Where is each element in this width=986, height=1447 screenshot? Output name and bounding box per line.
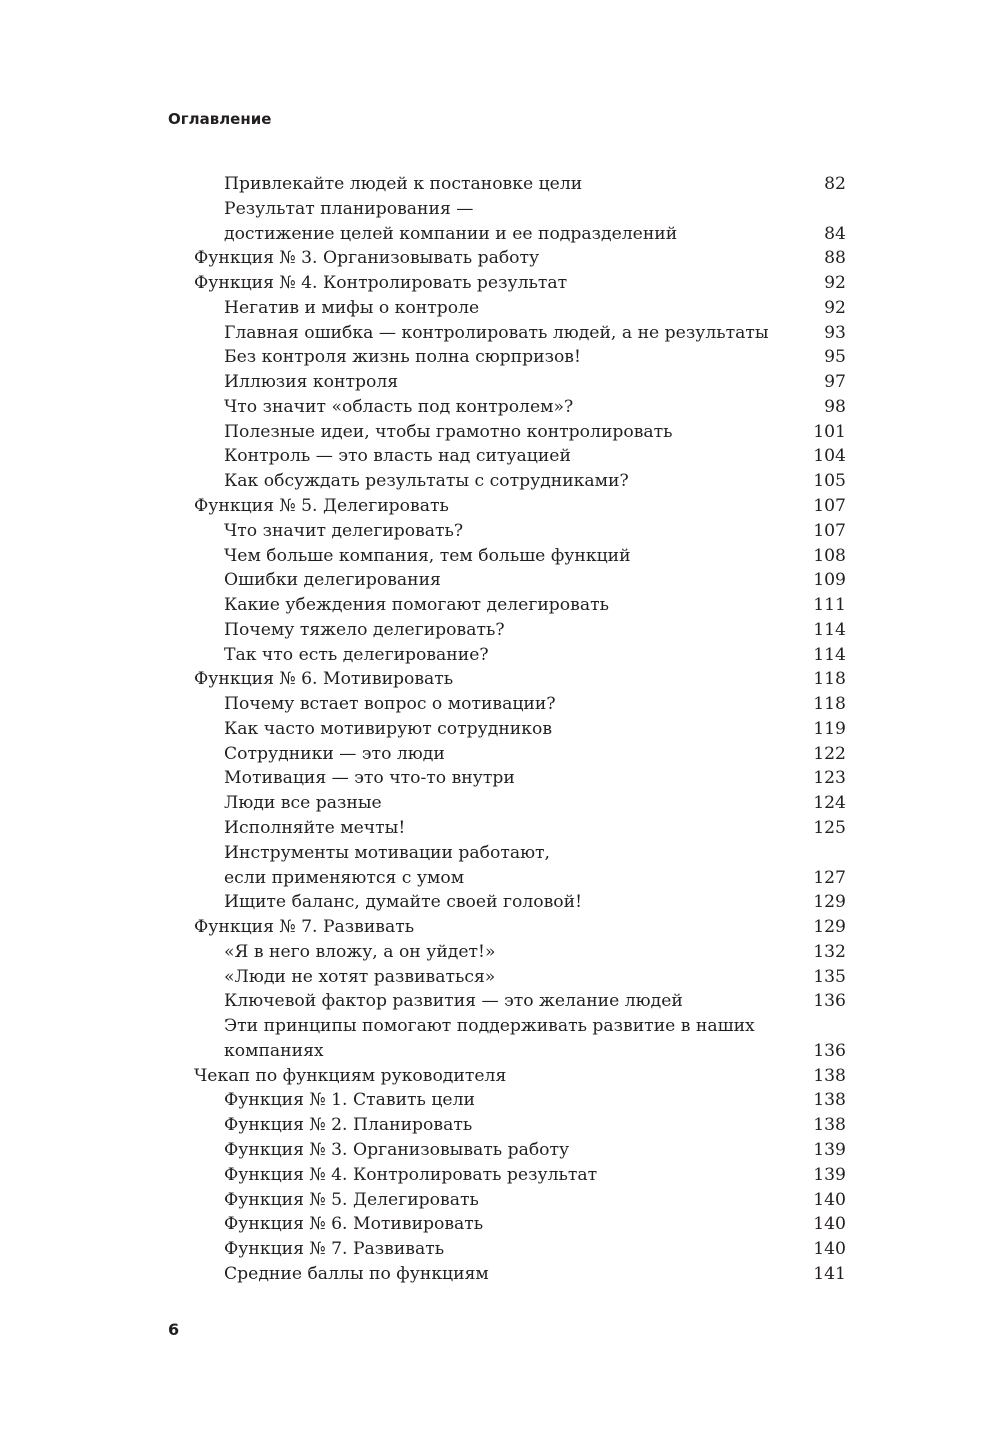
toc-entry-page: 139 <box>813 1140 846 1161</box>
toc-entry-title: Чекап по функциям руководителя <box>194 1065 507 1086</box>
toc-subsection-entry <box>0 1138 986 1163</box>
toc-subsection-entry <box>0 841 986 866</box>
toc-subsection-entry <box>0 395 986 420</box>
toc-entry-page: 135 <box>813 966 846 987</box>
toc-entry-page: 138 <box>813 1090 846 1111</box>
toc-subsection-entry <box>0 643 986 668</box>
toc-entry-title: Мотивация — это что-то внутри <box>224 768 515 789</box>
toc-subsection-entry <box>0 568 986 593</box>
toc-entry-title: Что значит делегировать? <box>224 520 464 541</box>
toc-entry-title: Люди все разные <box>224 793 382 814</box>
toc-entry-page: 119 <box>813 718 846 739</box>
toc-subsection-entry <box>0 692 986 717</box>
toc-subsection-entry <box>0 717 986 742</box>
toc-entry-title: Инструменты мотивации работают, <box>224 842 551 863</box>
toc-entry-title: Функция № 4. Контролировать результат <box>224 1164 598 1185</box>
toc-section-entry <box>0 246 986 271</box>
toc-entry-page: 129 <box>813 917 846 938</box>
toc-entry-page: 118 <box>813 669 846 690</box>
toc-subsection-entry <box>0 296 986 321</box>
toc-subsection-entry <box>0 1212 986 1237</box>
toc-entry-title: Функция № 3. Организовывать работу <box>194 248 540 269</box>
toc-subsection-entry <box>0 469 986 494</box>
toc-subsection-entry <box>0 593 986 618</box>
toc-subsection-entry <box>0 1014 986 1039</box>
toc-section-entry <box>0 271 986 296</box>
toc-subsection-entry <box>0 742 986 767</box>
toc-subsection-entry <box>0 989 986 1014</box>
toc-entry-page: 105 <box>813 471 846 492</box>
toc-entry-title: «Люди не хотят развиваться» <box>224 966 496 987</box>
toc-entry-title: Так что есть делегирование? <box>224 644 489 665</box>
toc-subsection-entry <box>0 172 986 197</box>
toc-entry-page: 138 <box>813 1115 846 1136</box>
toc-entry-title: Результат планирования — <box>224 198 474 219</box>
toc-entry-page: 93 <box>824 322 846 343</box>
toc-entry-title: Функция № 6. Мотивировать <box>194 669 454 690</box>
toc-entry-page: 114 <box>813 619 846 640</box>
toc-subsection-entry <box>0 1163 986 1188</box>
toc-entry-page: 114 <box>813 644 846 665</box>
toc-entry-title: Функция № 5. Делегировать <box>224 1189 479 1210</box>
toc-entry-title: Средние баллы по функциям <box>224 1263 489 1284</box>
toc-subsection-entry <box>0 940 986 965</box>
toc-entry-title: Негатив и мифы о контроле <box>224 297 480 318</box>
toc-section-entry <box>0 1064 986 1089</box>
toc-entry-page: 88 <box>824 248 846 269</box>
toc-entry-title: Функция № 4. Контролировать результат <box>194 273 568 294</box>
toc-entry-page: 92 <box>824 273 846 294</box>
toc-entry-page: 139 <box>813 1164 846 1185</box>
toc-entry-title: Функция № 5. Делегировать <box>194 496 449 516</box>
toc-subsection-entry <box>0 965 986 990</box>
toc-entry-page: 101 <box>813 421 846 442</box>
toc-entry-page: 111 <box>813 595 846 616</box>
toc-subsection-entry <box>0 222 986 247</box>
toc-entry-title: Почему тяжело делегировать? <box>224 619 505 640</box>
toc-entry-title: если применяются с умом <box>224 867 465 888</box>
toc-entry-title: Почему встает вопрос о мотивации? <box>224 694 556 715</box>
toc-entry-page: 136 <box>813 1040 846 1061</box>
toc-entry-title: Ошибки делегирования <box>224 570 441 591</box>
toc-entry-page: 107 <box>813 520 846 541</box>
toc-subsection-entry <box>0 890 986 915</box>
toc-subsection-entry <box>0 420 986 445</box>
toc-entry-page: 122 <box>813 743 846 764</box>
toc-entry-page: 124 <box>813 793 846 814</box>
toc-entry-page: 140 <box>813 1239 846 1260</box>
toc-entry-title: Без контроля жизнь полна сюрпризов! <box>224 347 581 368</box>
toc-entry-page: 138 <box>813 1065 846 1086</box>
toc-entry-title: «Я в него вложу, а он уйдет!» <box>224 941 496 962</box>
toc-subsection-entry <box>0 519 986 544</box>
toc-entry-title: Функция № 1. Ставить цели <box>224 1090 475 1111</box>
page-number: 6 <box>168 1320 180 1339</box>
toc-entry-title: Функция № 7. Развивать <box>194 917 415 938</box>
toc-subsection-entry <box>0 866 986 891</box>
toc-entry-title: Какие убеждения помогают делегировать <box>224 595 609 616</box>
toc-entry-page: 95 <box>824 347 846 368</box>
toc-entry-title: Ключевой фактор развития — это желание людей <box>224 991 683 1012</box>
toc-entry-page: 136 <box>813 991 846 1012</box>
toc-entry-title: Что значит «область под контролем»? <box>224 396 574 417</box>
toc-section-entry <box>0 915 986 940</box>
toc-entry-page: 125 <box>813 818 846 839</box>
toc-subsection-entry <box>0 544 986 569</box>
toc-entry-title: Функция № 6. Мотивировать <box>224 1214 484 1235</box>
toc-section-entry <box>0 494 986 519</box>
toc-entry-page: 97 <box>824 372 846 393</box>
toc-entry-page: 98 <box>824 396 846 417</box>
toc-entry-page: 107 <box>813 496 846 516</box>
toc-entry-page: 140 <box>813 1189 846 1210</box>
toc-subsection-entry <box>0 766 986 791</box>
toc-entry-title: Ищите баланс, думайте своей головой! <box>224 892 582 913</box>
toc-entry-title: Иллюзия контроля <box>224 372 399 393</box>
toc-subsection-entry <box>0 816 986 841</box>
toc-entry-title: Как обсуждать результаты с сотрудниками? <box>224 471 629 492</box>
toc-entry-page: 140 <box>813 1214 846 1235</box>
toc-subsection-entry <box>0 1237 986 1262</box>
toc-entry-title: Чем больше компания, тем больше функций <box>224 545 631 566</box>
toc-entry-page: 118 <box>813 694 846 715</box>
toc-subsection-entry <box>0 345 986 370</box>
toc-subsection-entry <box>0 618 986 643</box>
toc-subsection-entry <box>0 1188 986 1213</box>
toc-subsection-entry <box>0 1039 986 1064</box>
toc-subsection-entry <box>0 1088 986 1113</box>
toc-entry-page: 127 <box>813 867 846 888</box>
toc-entry-page: 92 <box>824 297 846 318</box>
toc-entry-title: Контроль — это власть над ситуацией <box>224 446 571 467</box>
toc-entry-title: Функция № 7. Развивать <box>224 1239 445 1260</box>
toc-entry-page: 84 <box>824 223 846 244</box>
toc-subsection-entry <box>0 370 986 395</box>
toc-entry-title: Привлекайте людей к постановке цели <box>224 174 583 194</box>
toc-entry-page: 123 <box>813 768 846 789</box>
toc-entry-page: 109 <box>813 570 846 591</box>
toc-entry-page: 141 <box>813 1263 846 1284</box>
toc-entry-title: Функция № 2. Планировать <box>224 1115 473 1136</box>
toc-subsection-entry <box>0 1262 986 1287</box>
toc-entry-title: Главная ошибка — контролировать людей, а не результаты <box>224 322 769 343</box>
toc-entry-title: Исполняйте мечты! <box>224 818 406 839</box>
toc-entry-title: Эти принципы помогают поддерживать развитие в наших <box>224 1016 755 1037</box>
toc-entry-title: компаниях <box>224 1040 324 1061</box>
toc-entry-title: Функция № 3. Организовывать работу <box>224 1140 570 1161</box>
toc-entry-page: 108 <box>813 545 846 566</box>
toc-subsection-entry <box>0 1113 986 1138</box>
toc-entry-page: 104 <box>813 446 846 467</box>
toc-entry-page: 82 <box>824 174 846 194</box>
toc-subsection-entry <box>0 197 986 222</box>
toc-section-entry <box>0 667 986 692</box>
toc-subsection-entry <box>0 321 986 346</box>
toc-entry-title: Сотрудники — это люди <box>224 743 445 764</box>
toc-subsection-entry <box>0 444 986 469</box>
toc-subsection-entry <box>0 791 986 816</box>
toc-entry-title: достижение целей компании и ее подразделений <box>224 223 678 244</box>
toc-entry-page: 132 <box>813 941 846 962</box>
running-header: Оглавление <box>168 110 272 128</box>
toc-entry-title: Полезные идеи, чтобы грамотно контролировать <box>224 421 673 442</box>
toc-entry-page: 129 <box>813 892 846 913</box>
toc-entry-title: Как часто мотивируют сотрудников <box>224 718 553 739</box>
